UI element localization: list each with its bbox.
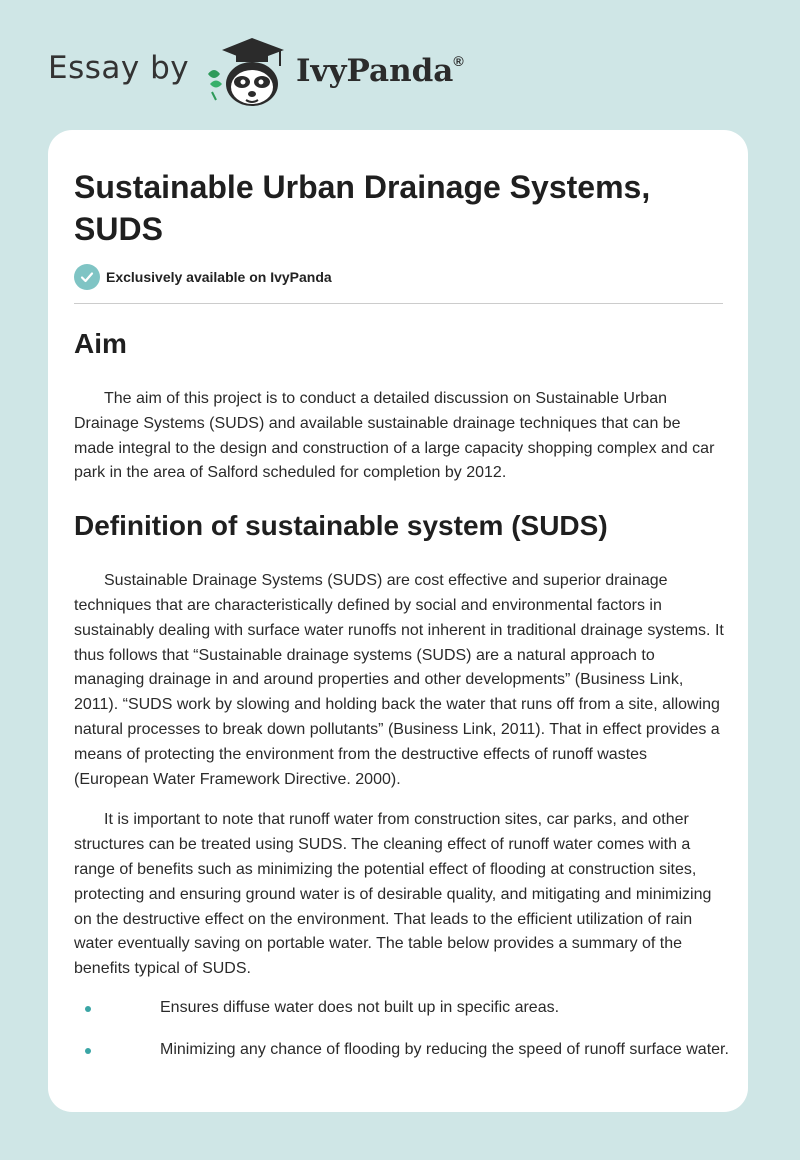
list-item xyxy=(74,1038,729,1063)
registered-mark: ® xyxy=(453,52,464,69)
aim-paragraph: The aim of this project is to conduct a detailed discussion on Sustainable Urban Drainage Systems (SUDS) and available sustainable drainage techniques that can be made integral to the design and construction of a large capacity shopping complex and car park in the area of Salford scheduled for completion by 2012. xyxy=(74,390,715,482)
page-title: Sustainable Urban Drainage Systems, SUDS xyxy=(74,169,651,247)
essay-body xyxy=(74,326,729,1080)
exclusive-label: Exclusively available on IvyPanda xyxy=(106,269,332,285)
definition-paragraph-2: It is important to note that runoff water from construction sites, car parks, and other structures can be treated using SUDS. The cleaning effect of runoff water comes with a range of benefits such as minimizing the potential effect of flooding at construction sites, protecting and ensuring ground water is of desirable quality, and mitigating and minimizing on the destructive effect on the environment. That leads to the efficient utilization of rain water eventually saving on portable water. The table below provides a summary of the benefits typical of SUDS. xyxy=(74,811,712,978)
essay-card xyxy=(48,130,748,1112)
brand-text: IvyPanda xyxy=(296,53,454,89)
list-item-text: Minimizing any chance of flooding by reducing the speed of runoff surface water. xyxy=(160,1040,729,1058)
section-heading-aim: Aim xyxy=(74,328,127,359)
section-heading-definition: Definition of sustainable system (SUDS) xyxy=(74,510,608,542)
essay-by-label: Essay by xyxy=(48,50,190,86)
checkmark-icon xyxy=(74,264,100,290)
title-divider xyxy=(74,303,723,304)
brand-name[interactable] xyxy=(296,53,464,89)
definition-paragraph-1: Sustainable Drainage Systems (SUDS) are cost effective and superior drainage techniques that are characteristically defined by social and environmental factors in sustainably dealing with surface water runoffs not inherent in traditional drainage systems. It thus follows that “Sustainable drainage systems (SUDS) are a natural approach to managing drainage in and around properties and other developments” (Business Link, 2011). “SUDS work by slowing and holding back the water that runs off from a site, allowing natural processes to break down pollutants” (Business Link, 2011). That in effect provides a means of protecting the environment from the destructive effects of runoff wastes (European Water Framework Directive. 2000). xyxy=(74,572,724,788)
exclusive-badge xyxy=(74,263,332,291)
panda-logo-icon[interactable] xyxy=(200,36,292,110)
bullet-icon xyxy=(85,1006,91,1012)
bullet-icon xyxy=(85,1048,91,1054)
benefits-list xyxy=(74,996,729,1063)
list-item xyxy=(74,996,724,1021)
list-item-text: Ensures diffuse water does not built up in specific areas. xyxy=(160,998,560,1016)
site-header xyxy=(0,0,800,130)
